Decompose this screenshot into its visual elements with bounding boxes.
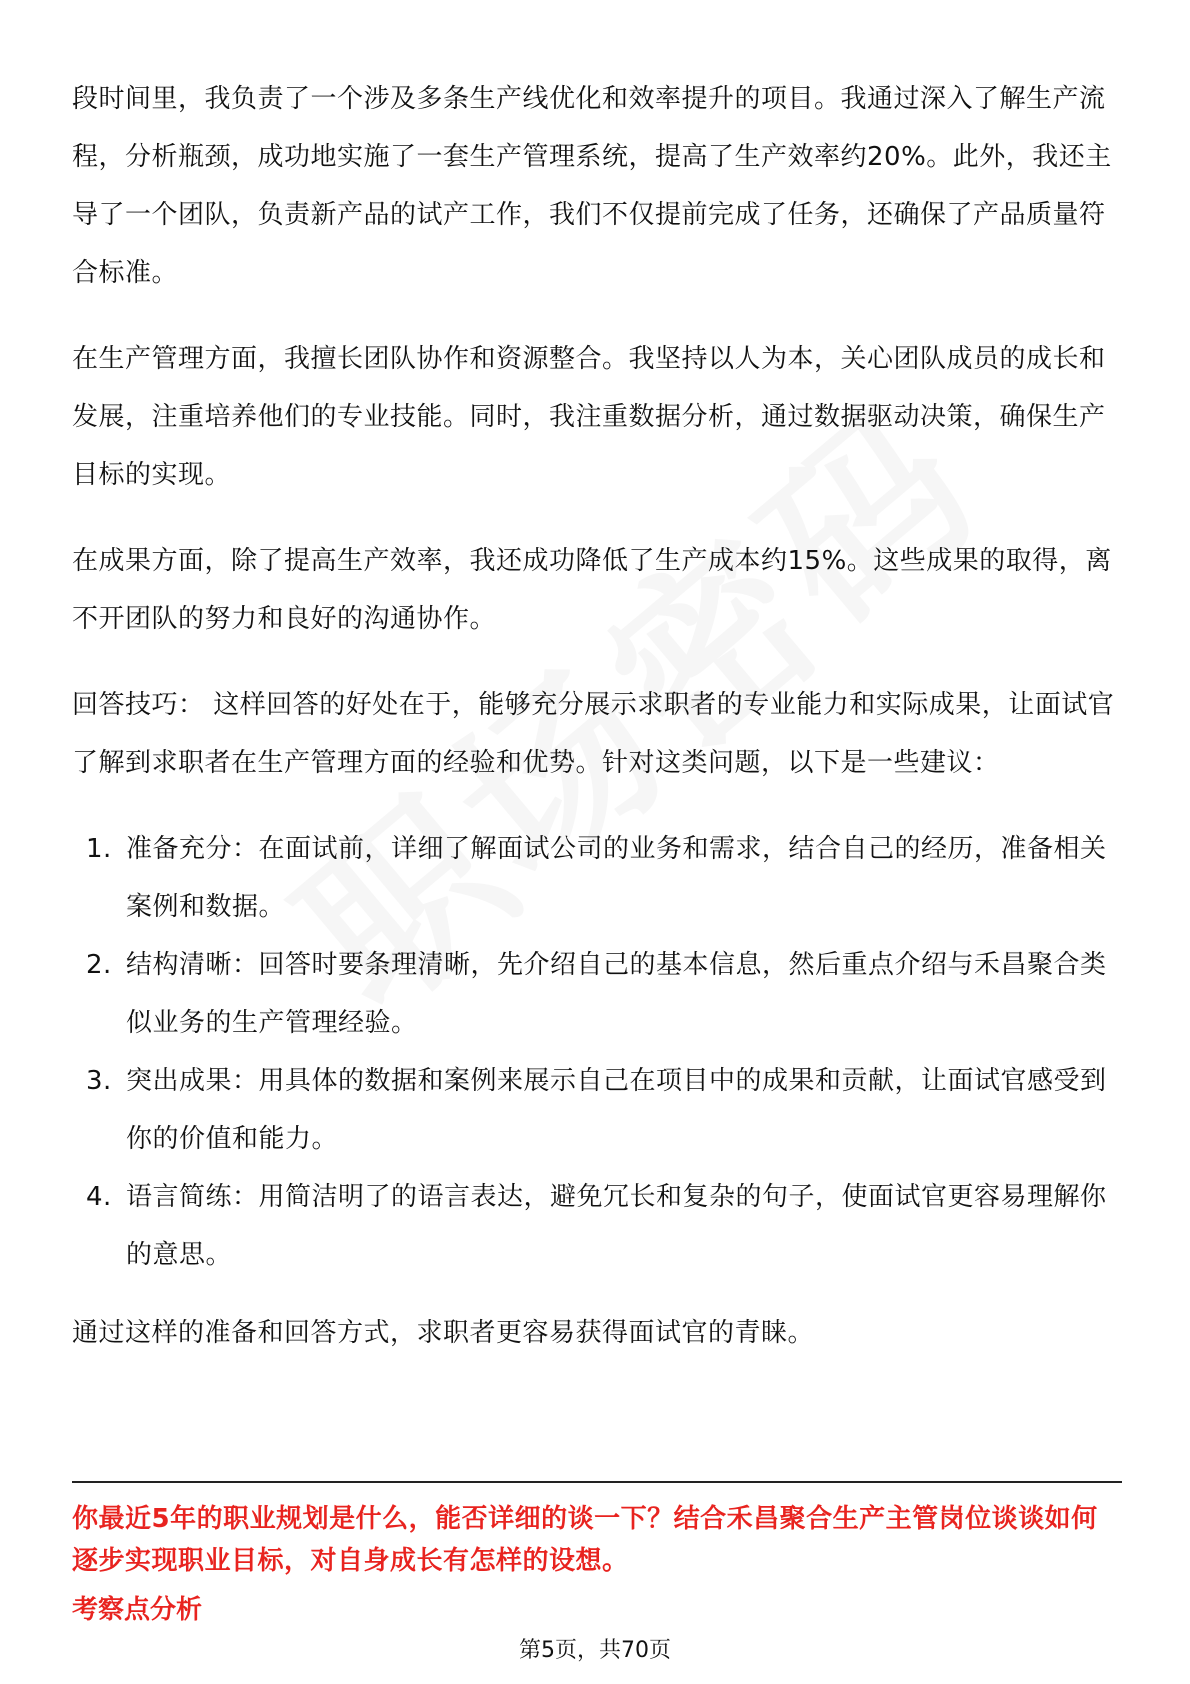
list-item <box>72 936 1122 1052</box>
list-item-text: 语言简练：用简洁明了的语言表达，避免冗长和复杂的句子，使面试官更容易理解你的意思。 <box>126 1182 1107 1270</box>
analysis-heading: 考察点分析 <box>72 1595 203 1625</box>
tips-list <box>72 820 1122 1284</box>
list-number: 2. <box>86 950 112 980</box>
page-footer: 第5页，共70页 <box>519 1638 671 1663</box>
list-item <box>72 1052 1122 1168</box>
section-divider <box>72 1481 1122 1483</box>
list-item-text: 准备充分：在面试前，详细了解面试公司的业务和需求，结合自己的经历，准备相关案例和数据。 <box>126 834 1107 922</box>
list-item <box>72 1168 1122 1284</box>
paragraph-closing: 通过这样的准备和回答方式，求职者更容易获得面试官的青睐。 <box>72 1318 815 1348</box>
paragraph-achievements: 在成果方面，除了提高生产效率，我还成功降低了生产成本约15%。这些成果的取得，离不开团队的努力和良好的沟通协作。 <box>72 546 1112 634</box>
list-item <box>72 820 1122 936</box>
page-content <box>72 70 1122 1390</box>
paragraph-project-experience: 段时间里，我负责了一个涉及多条生产线优化和效率提升的项目。我通过深入了解生产流程，分析瓶颈，成功地实施了一套生产管理系统，提高了生产效率约20%。此外，我还主导了一个团队，负责新产品的试产工作，我们不仅提前完成了任务，还确保了产品质量符合标准。 <box>72 84 1112 288</box>
list-number: 1. <box>86 834 112 864</box>
list-number: 4. <box>86 1182 112 1212</box>
list-number: 3. <box>86 1066 112 1096</box>
paragraph-answer-tips: 回答技巧： 这样回答的好处在于，能够充分展示求职者的专业能力和实际成果，让面试官了解到求职者在生产管理方面的经验和优势。针对这类问题，以下是一些建议： <box>72 690 1115 778</box>
paragraph-management-style: 在生产管理方面，我擅长团队协作和资源整合。我坚持以人为本，关心团队成员的成长和发展，注重培养他们的专业技能。同时，我注重数据分析，通过数据驱动决策，确保生产目标的实现。 <box>72 344 1106 490</box>
next-question-heading: 你最近5年的职业规划是什么，能否详细的谈一下？结合禾昌聚合生产主管岗位谈谈如何逐步实现职业目标，对自身成长有怎样的设想。 <box>72 1504 1098 1576</box>
list-item-text: 结构清晰：回答时要条理清晰，先介绍自己的基本信息，然后重点介绍与禾昌聚合类似业务的生产管理经验。 <box>126 950 1107 1038</box>
list-item-text: 突出成果：用具体的数据和案例来展示自己在项目中的成果和贡献，让面试官感受到你的价值和能力。 <box>126 1066 1107 1154</box>
